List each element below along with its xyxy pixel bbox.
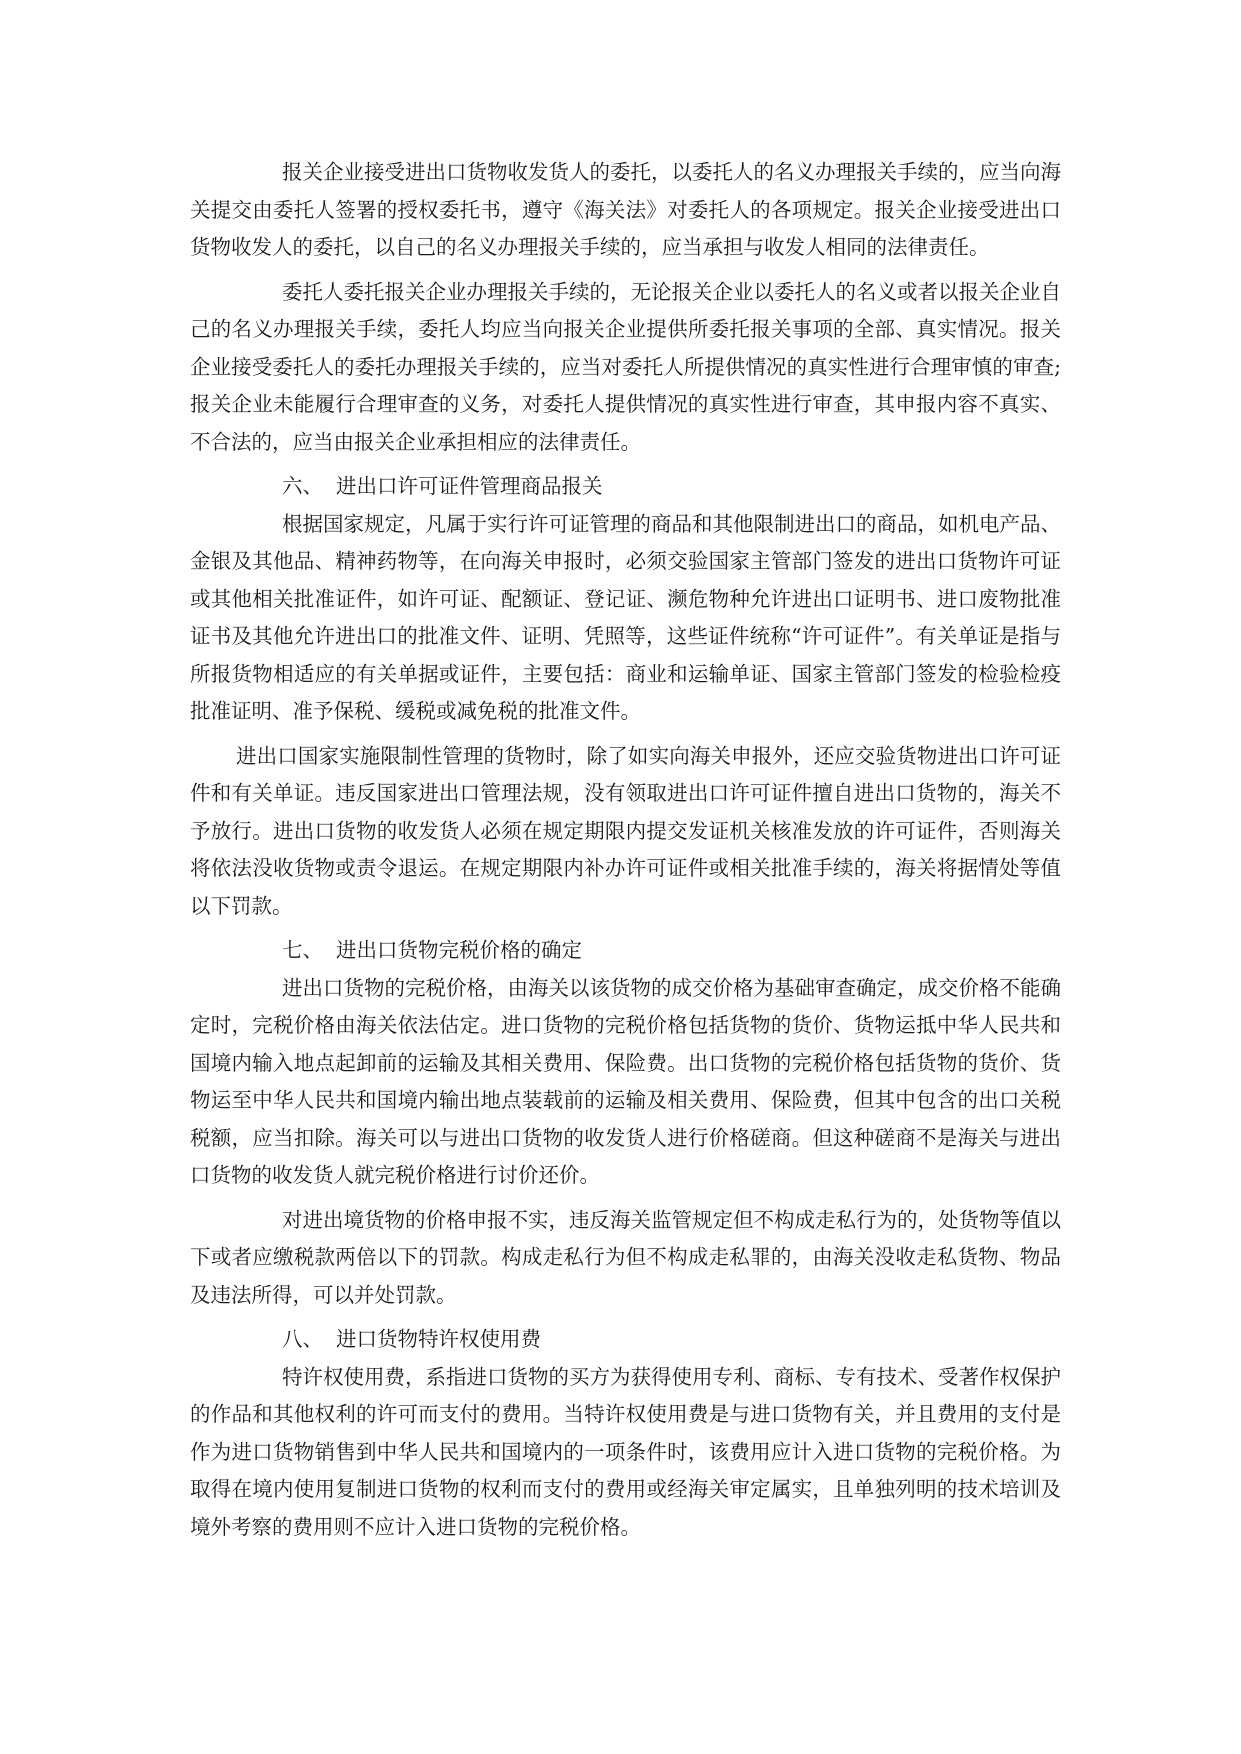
section-heading-8 [190,1321,1061,1359]
section-heading-7 [190,932,1061,970]
paragraph-royalties: 特许权使用费，系指进口货物的买方为获得使用专利、商标、专有技术、受著作权保护的作品和其他权利的许可而支付的费用。当特许权使用费是与进口货物有关，并且费用的支付是作为进口货物销售到中华人民共和国境内的一项条件时，该费用应计入进口货物的完税价格。为取得在境内使用复制进口货物的权利而支付的费用或经海关审定属实，且单独列明的技术培训及境外考察的费用则不应计入进口货物的完税价格。 [190,1364,1061,1539]
paragraph-restricted-goods: 进出口国家实施限制性管理的货物时，除了如实向海关申报外，还应交验货物进出口许可证件和有关单证。违反国家进出口管理法规，没有领取进出口许可证件擅自进出口货物的，海关不予放行。进出口货物的收发货人必须在规定期限内提交发证机关核准发放的许可证件，否则海关将依法没收货物或责令退运。在规定期限内补办许可证件或相关批准手续的，海关将据情处等值以下罚款。 [190,743,1061,918]
paragraph-dutiable-value: 进出口货物的完税价格，由海关以该货物的成交价格为基础审查确定，成交价格不能确定时，完税价格由海关依法估定。进口货物的完税价格包括货物的货价、货物运抵中华人民共和国境内输入地点起卸前的运输及其相关费用、保险费。出口货物的完税价格包括货物的货价、货物运至中华人民共和国境内输出地点装载前的运输及相关费用、保险费，但其中包含的出口关税税额，应当扣除。海关可以与进出口货物的收发货人进行价格磋商。但这种磋商不是海关与进出口货物的收发货人就完税价格进行讨价还价。 [190,975,1061,1187]
section-title: 进出口货物完税价格的确定 [336,938,582,962]
section-title: 进口货物特许权使用费 [336,1327,541,1351]
paragraph-license-goods: 根据国家规定，凡属于实行许可证管理的商品和其他限制进出口的商品，如机电产品、金银及其他品、精神药物等，在向海关申报时，必须交验国家主管部门签发的进出口货物许可证或其他相关批准证件，如许可证、配额证、登记证、濒危物种允许进出口证明书、进口废物批准证书及其他允许进出口的批准文件、证明、凭照等，这些证件统称“许可证件”。有关单证是指与所报货物相适应的有关单据或证件，主要包括：商业和运输单证、国家主管部门签发的检验检疫批准证明、准予保税、缓税或减免税的批准文件。 [190,511,1061,723]
paragraph-agent-declaration: 报关企业接受进出口货物收发货人的委托，以委托人的名义办理报关手续的，应当向海关提交由委托人签署的授权委托书，遵守《海关法》对委托人的各项规定。报关企业接受进出口货物收发人的委托，以自己的名义办理报关手续的，应当承担与收发人相同的法律责任。 [190,160,1061,259]
paragraph-false-declaration: 对进出境货物的价格申报不实，违反海关监管规定但不构成走私行为的，处货物等值以下或者应缴税款两倍以下的罚款。构成走私行为但不构成走私罪的，由海关没收走私货物、物品及违法所得，可以并处罚款。 [190,1207,1061,1307]
document-page [190,154,1061,1546]
section-title: 进出口许可证件管理商品报关 [336,474,603,498]
paragraph-principal-duty: 委托人委托报关企业办理报关手续的，无论报关企业以委托人的名义或者以报关企业自己的名义办理报关手续，委托人均应当向报关企业提供所委托报关事项的全部、真实情况。报关企业接受委托人的委托办理报关手续的，应当对委托人所提供情况的真实性进行合理审慎的审查;报关企业未能履行合理审查的义务，对委托人提供情况的真实性进行审查，其申报内容不真实、不合法的，应当由报关企业承担相应的法律责任。 [190,279,1061,454]
section-number: 六、 [282,474,323,498]
section-heading-6 [190,468,1061,506]
section-number: 八、 [282,1327,323,1351]
section-number: 七、 [282,938,323,962]
